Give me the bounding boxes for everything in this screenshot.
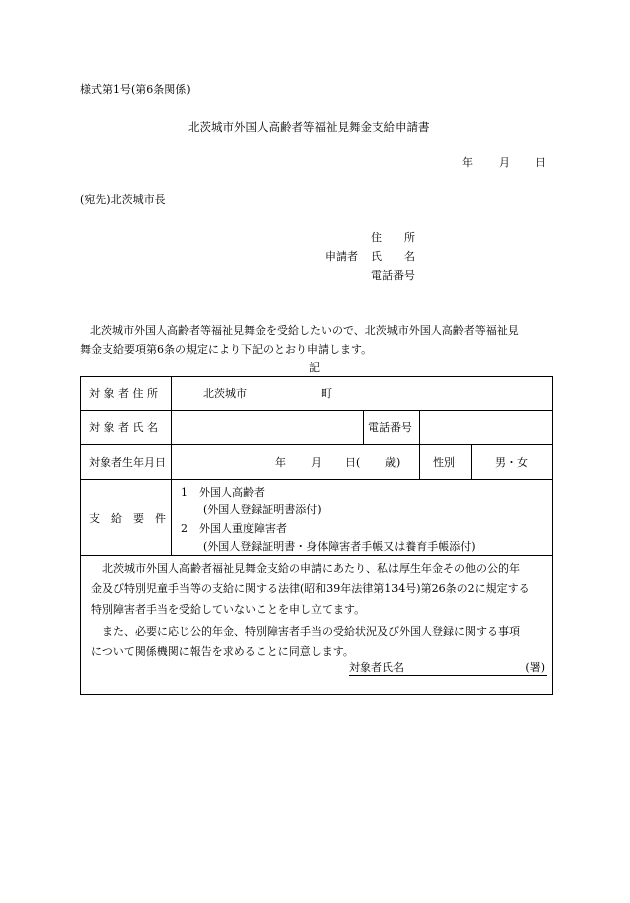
declaration-line: 金及び特別児童手当等の支給に関する法律(昭和39年法律第134号)第26条の2に規定する bbox=[91, 582, 530, 595]
label-column-divider bbox=[171, 377, 172, 555]
applicant-name-label: 氏 名 bbox=[371, 250, 415, 263]
declaration-line: について関係機関に報告を求めることに同意します。 bbox=[91, 645, 354, 658]
date-year: 年 bbox=[462, 156, 473, 169]
row-divider bbox=[81, 555, 552, 556]
requirement-elderly-note: (外国人登録証明書添付) bbox=[203, 503, 322, 516]
intro-text-line2: 舞金支給要項第6条の規定により下記のとおり申請します。 bbox=[80, 343, 373, 356]
date-month: 月 bbox=[499, 156, 510, 169]
ki-label: 記 bbox=[309, 361, 320, 374]
sex-label-right-divider bbox=[471, 444, 472, 479]
birth-age: 歳) bbox=[385, 456, 401, 469]
requirements-label: 支 給 要 件 bbox=[89, 512, 166, 525]
page-title: 北茨城市外国人高齢者等福祉見舞金支給申請書 bbox=[188, 120, 430, 134]
requirement-elderly[interactable]: 1 外国人高齢者 bbox=[181, 486, 265, 499]
phone-label-right-divider bbox=[419, 410, 420, 444]
declaration-line: 北茨城市外国人高齢者福祉見舞金支給の申請にあたり、私は厚生年金その他の公的年 bbox=[91, 562, 520, 575]
address-city: 北茨城市 bbox=[203, 387, 247, 400]
signature-seal-mark: (署) bbox=[525, 661, 545, 674]
sex-label-left-divider bbox=[419, 444, 420, 479]
row-divider bbox=[81, 479, 552, 480]
birth-year: 年 bbox=[275, 456, 286, 469]
signature-field[interactable] bbox=[349, 660, 547, 676]
applicant-phone-label: 電話番号 bbox=[371, 269, 415, 282]
requirement-disabled[interactable]: 2 外国人重度障害者 bbox=[181, 522, 287, 535]
declaration-line: また、必要に応じ公的年金、特別障害者手当の受給状況及び外国人登録に関する事項 bbox=[91, 625, 520, 638]
row-divider bbox=[81, 410, 552, 411]
applicant-address-label: 住 所 bbox=[371, 231, 415, 244]
intro-text-line1: 北茨城市外国人高齢者等福祉見舞金を受給したいので、北茨城市外国人高齢者等福祉見 bbox=[90, 324, 519, 337]
target-name-value[interactable] bbox=[181, 422, 351, 436]
address-town: 町 bbox=[321, 387, 332, 400]
phone-label-left-divider bbox=[363, 410, 364, 444]
sex-label: 性別 bbox=[433, 456, 455, 469]
address-label: 対 象 者 住 所 bbox=[89, 387, 158, 400]
row-divider bbox=[81, 444, 552, 445]
birthdate-label: 対象者生年月日 bbox=[89, 456, 166, 469]
phone-label: 電話番号 bbox=[368, 421, 412, 434]
applicant-label: 申請者 bbox=[325, 250, 358, 263]
sex-options[interactable]: 男・女 bbox=[495, 456, 528, 469]
addressee: (宛先)北茨城市長 bbox=[80, 193, 166, 206]
name-label: 対 象 者 氏 名 bbox=[89, 421, 158, 434]
form-number: 様式第1号(第6条関係) bbox=[80, 83, 191, 96]
date-day: 日 bbox=[535, 156, 546, 169]
requirement-disabled-note: (外国人登録証明書・身体障害者手帳又は養育手帳添付) bbox=[203, 540, 476, 553]
declaration-line: 特別障害者手当を受給していないことを申し立てます。 bbox=[91, 603, 366, 616]
signature-label: 対象者氏名 bbox=[349, 661, 404, 674]
birth-month: 月 bbox=[311, 456, 322, 469]
phone-value[interactable] bbox=[427, 422, 542, 436]
birth-day: 日( bbox=[345, 456, 361, 469]
application-table bbox=[80, 376, 553, 695]
